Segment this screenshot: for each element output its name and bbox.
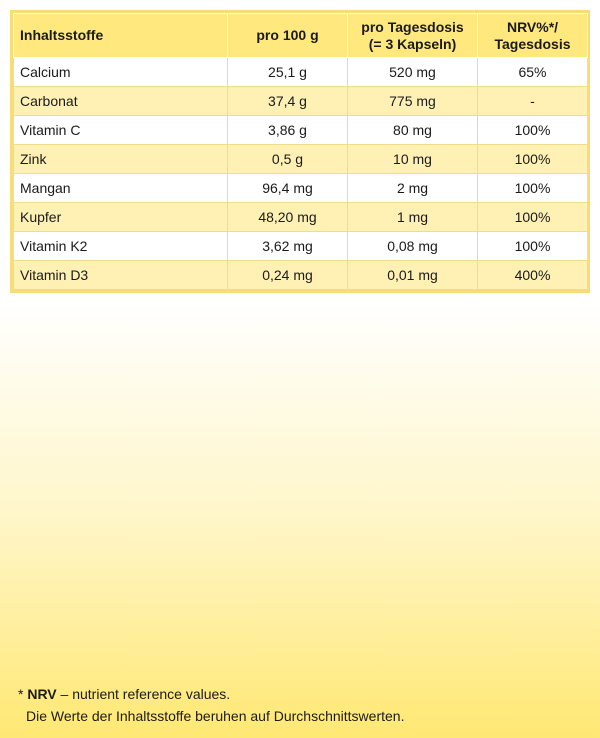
table-row [14,174,588,203]
header-per-100g: pro 100 g [228,14,348,58]
header-per-daily-dose [348,14,478,58]
cell-per-daily-dose: 2 mg [348,174,478,203]
cell-per-100g: 37,4 g [228,87,348,116]
cell-nrv: 100% [478,203,588,232]
table-body [14,58,588,290]
cell-ingredient: Vitamin K2 [14,232,228,261]
cell-ingredient: Calcium [14,58,228,87]
footnote-nrv-text: – nutrient reference values. [56,686,231,702]
cell-nrv: 100% [478,174,588,203]
cell-per-100g: 0,5 g [228,145,348,174]
table-row [14,87,588,116]
header-nrv-line2: Tagesdosis [494,35,571,52]
cell-ingredient: Vitamin C [14,116,228,145]
table-row [14,58,588,87]
header-per-daily-dose-line1: pro Tagesdosis [361,18,464,35]
cell-per-100g: 3,62 mg [228,232,348,261]
footnote [18,683,404,727]
header-nrv-line1: NRV%*/ [506,18,559,35]
cell-ingredient: Carbonat [14,87,228,116]
header-nrv [478,14,588,58]
cell-per-100g: 48,20 mg [228,203,348,232]
cell-ingredient: Zink [14,145,228,174]
table-row [14,203,588,232]
cell-per-daily-dose: 10 mg [348,145,478,174]
cell-per-100g: 25,1 g [228,58,348,87]
cell-nrv: 65% [478,58,588,87]
table-header-row [14,14,588,58]
cell-nrv: 100% [478,232,588,261]
header-per-daily-dose-line2: (= 3 Kapseln) [368,35,457,52]
cell-per-daily-dose: 775 mg [348,87,478,116]
cell-per-daily-dose: 1 mg [348,203,478,232]
footnote-asterisk: * [18,686,28,702]
cell-ingredient: Vitamin D3 [14,261,228,290]
table-row [14,261,588,290]
cell-per-daily-dose: 0,08 mg [348,232,478,261]
cell-ingredient: Mangan [14,174,228,203]
header-ingredients: Inhaltsstoffe [14,14,228,58]
cell-nrv: - [478,87,588,116]
cell-per-100g: 0,24 mg [228,261,348,290]
cell-per-daily-dose: 80 mg [348,116,478,145]
table-row [14,232,588,261]
nutrient-table-container [10,10,590,293]
cell-ingredient: Kupfer [14,203,228,232]
table-row [14,116,588,145]
cell-per-daily-dose: 520 mg [348,58,478,87]
footnote-note: Die Werte der Inhaltsstoffe beruhen auf Durchschnittswerten. [26,708,405,724]
footnote-nrv-abbr: NRV [27,686,57,702]
cell-nrv: 400% [478,261,588,290]
cell-per-daily-dose: 0,01 mg [348,261,478,290]
cell-nrv: 100% [478,116,588,145]
cell-per-100g: 3,86 g [228,116,348,145]
table-row [14,145,588,174]
footnote-nrv-line [18,683,404,705]
cell-per-100g: 96,4 mg [228,174,348,203]
nutrient-table [13,13,588,290]
cell-nrv: 100% [478,145,588,174]
